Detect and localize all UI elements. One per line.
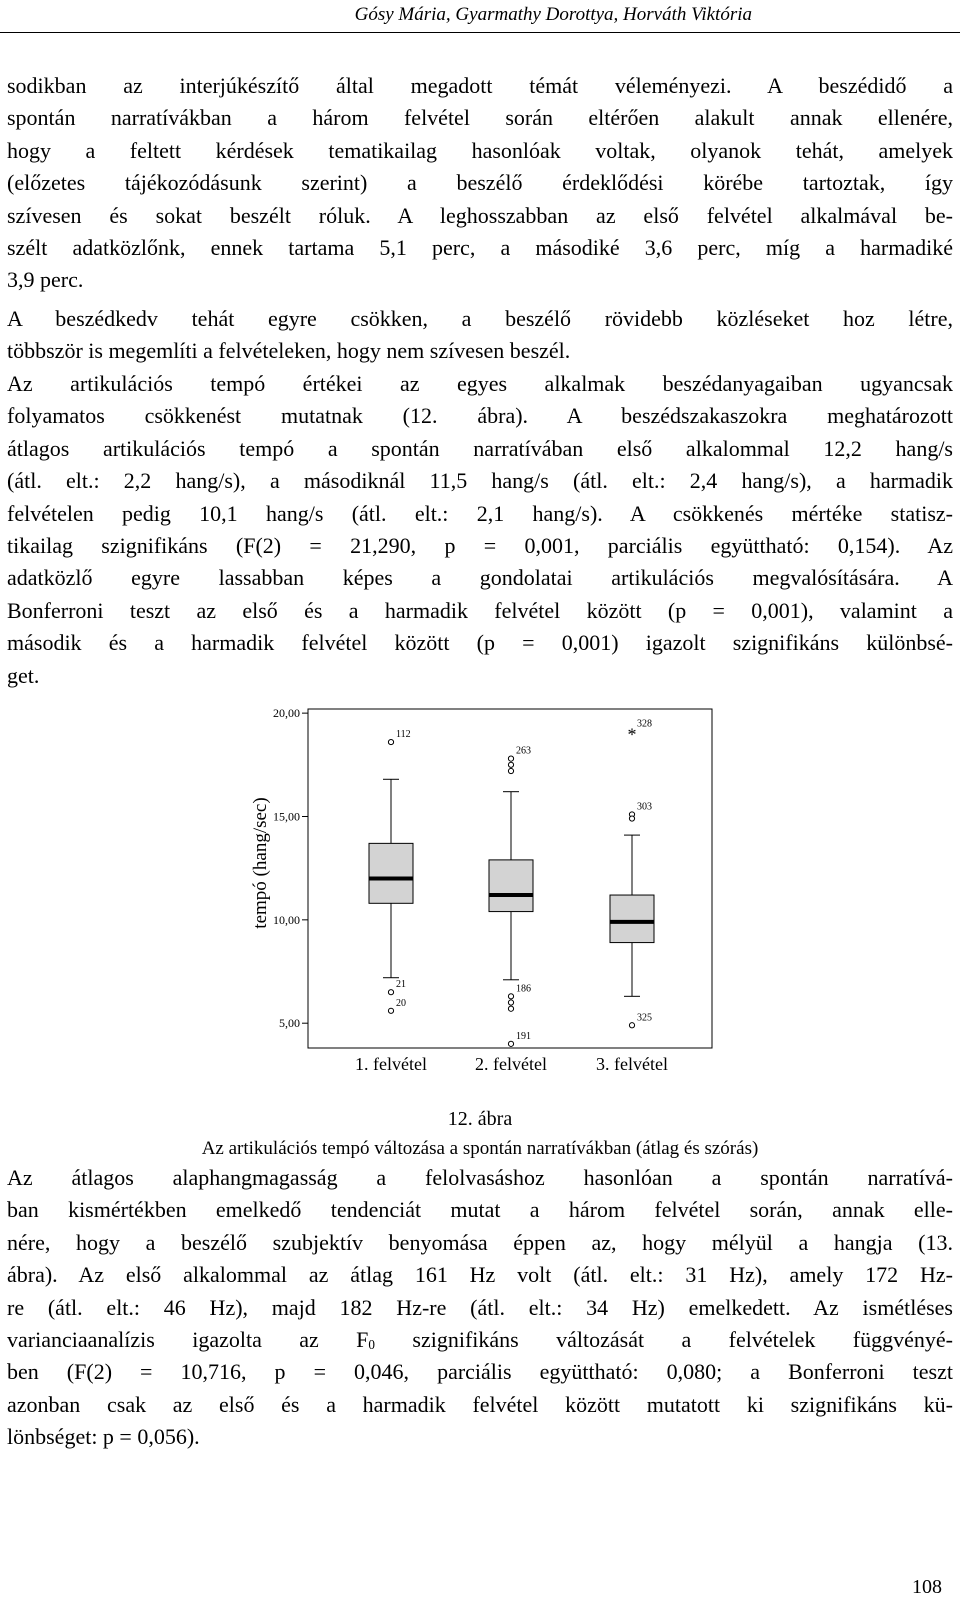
y-tick-label: 5,00 (279, 1016, 300, 1031)
outlier-marker (508, 768, 513, 773)
outlier-label: 263 (516, 745, 531, 757)
box (610, 895, 654, 943)
running-head-authors: Gósy Mária, Gyarmathy Dorottya, Horváth Viktória (354, 4, 752, 25)
outlier-marker (508, 756, 513, 761)
text-line: Az artikulációs tempó értékei az egyes alkalmak beszédanyagaiban ugyancsak (7, 371, 953, 396)
y-tick-label: 10,00 (273, 912, 300, 927)
text-line: Az átlagos alaphangmagasság a felolvasáshoz hasonlóan a spontán narratívá- (7, 1165, 953, 1190)
paragraph-2 (7, 303, 953, 368)
text-line: lönbséget: p = 0,056). (7, 1424, 200, 1450)
paragraph-1 (7, 70, 953, 297)
text-line: adatközlő egyre lassabban képes a gondolatai artikulációs megvalósítására. A (7, 565, 953, 591)
text-line: spontán narratívákban a három felvétel során eltérően alakult annak ellenére, (7, 105, 953, 131)
figure-caption: Az artikulációs tempó változása a spontán narratívákban (átlag és szórás) (201, 1138, 759, 1159)
outlier-marker (508, 762, 513, 767)
text-fragment: varianciaanalízis igazolta az F (7, 1327, 369, 1353)
text-line: átlagos artikulációs tempó a spontán narratívában első alkalommal 12,2 hang/s (7, 435, 953, 461)
x-category-label: 1. felvétel (355, 1054, 427, 1074)
text-line: (előzetes tájékozódásunk szerint) a beszélő érdeklődési körébe tartoztak, így (7, 170, 953, 196)
text-line: hogy a feltett kérdések tematikailag hasonlóak voltak, olyanok tehát, amelyek (7, 137, 953, 163)
outlier-marker (629, 1023, 634, 1028)
box (369, 843, 413, 903)
text-line: Bonferroni teszt az első és a harmadik felvétel között (p = 0,001), valamint a (7, 597, 953, 623)
outlier-label: 303 (637, 801, 652, 813)
text-line: re (átl. elt.: 46 Hz), majd 182 Hz-re (átl. elt.: 34 Hz) emelkedett. Az ismétléses (7, 1294, 953, 1320)
outlier-marker (508, 1006, 513, 1011)
text-line (7, 1324, 953, 1356)
page-number: 108 (912, 1576, 942, 1598)
text-line: (átl. elt.: 2,2 hang/s), a másodiknál 11,5 hang/s (átl. elt.: 2,4 hang/s), a harmadik (7, 468, 953, 494)
text-fragment: szignifikáns változását a felvételek függvényé- (375, 1327, 953, 1353)
y-tick-label: 20,00 (273, 706, 300, 721)
paragraph-3 (7, 368, 953, 692)
figure-number: 12. ábra (447, 1108, 513, 1130)
text-line: folyamatos csökkenést mutatnak (12. ábra). A beszédszakaszokra meghatározott (7, 403, 953, 429)
text-line: ábra). Az első alkalommal az átlag 161 Hz volt (átl. elt.: 31 Hz), amely 172 Hz- (7, 1262, 953, 1288)
x-category-label: 3. felvétel (596, 1054, 668, 1074)
text-line: felvételen pedig 10,1 hang/s (átl. elt.: 2,1 hang/s). A csökkenés mértéke statisz- (7, 500, 953, 526)
running-head (0, 0, 960, 33)
outlier-marker (388, 739, 393, 744)
text-line: sodikban az interjúkészítő által megadott témát véleményezi. A beszédidő a (7, 73, 953, 98)
subscript: 0 (368, 1337, 376, 1353)
text-line: 3,9 perc. (7, 267, 84, 293)
text-line: ban kismértékben emelkedő tendenciát mutat a három felvétel során, annak elle- (7, 1197, 953, 1223)
extreme-outlier-marker: * (627, 724, 637, 745)
outlier-label: 325 (637, 1012, 652, 1024)
outlier-marker (508, 1000, 513, 1005)
outlier-marker (388, 990, 393, 995)
outlier-marker (508, 994, 513, 999)
boxplot-figure (0, 700, 960, 1140)
outlier-label: 21 (396, 979, 406, 991)
outlier-marker (629, 816, 634, 821)
text-line: ben (F(2) = 10,716, p = 0,046, parciális együttható: 0,080; a Bonferroni teszt (7, 1359, 953, 1385)
text-line: azonban csak az első és a harmadik felvétel között mutatott ki szignifikáns kü- (7, 1391, 953, 1417)
paragraph-4 (7, 1162, 953, 1454)
outlier-marker (388, 1008, 393, 1013)
text-line: get. (7, 662, 40, 688)
y-axis-label: tempó (hang/sec) (250, 797, 271, 929)
y-tick-label: 15,00 (273, 809, 300, 824)
outlier-label: 20 (396, 997, 406, 1009)
text-line: szívesen és sokat beszélt róluk. A leghosszabban az első felvétel alkalmával be- (7, 202, 953, 228)
x-category-label: 2. felvétel (475, 1054, 547, 1074)
text-line: A beszédkedv tehát egyre csökken, a beszélő rövidebb közléseket hoz létre, (7, 306, 953, 331)
text-line: szélt adatközlőnk, ennek tartama 5,1 perc, a másodiké 3,6 perc, míg a harmadiké (7, 235, 953, 261)
text-line: tikailag szignifikáns (F(2) = 21,290, p = 0,001, parciális együttható: 0,154). Az (7, 533, 953, 559)
box (489, 860, 533, 912)
boxplot-chart (0, 700, 960, 1140)
outlier-label: 328 (637, 718, 652, 730)
outlier-label: 186 (516, 983, 531, 995)
outlier-marker (508, 1041, 513, 1046)
text-line: nére, hogy a beszélő szubjektív benyomása éppen az, hogy mélyül a hangja (13. (7, 1229, 953, 1255)
outlier-label: 112 (396, 729, 411, 741)
text-line: többször is megemlíti a felvételeken, hogy nem szívesen beszél. (7, 338, 571, 364)
outlier-label: 191 (516, 1030, 531, 1042)
text-line: második és a harmadik felvétel között (p = 0,001) igazolt szignifikáns különbsé- (7, 630, 953, 656)
